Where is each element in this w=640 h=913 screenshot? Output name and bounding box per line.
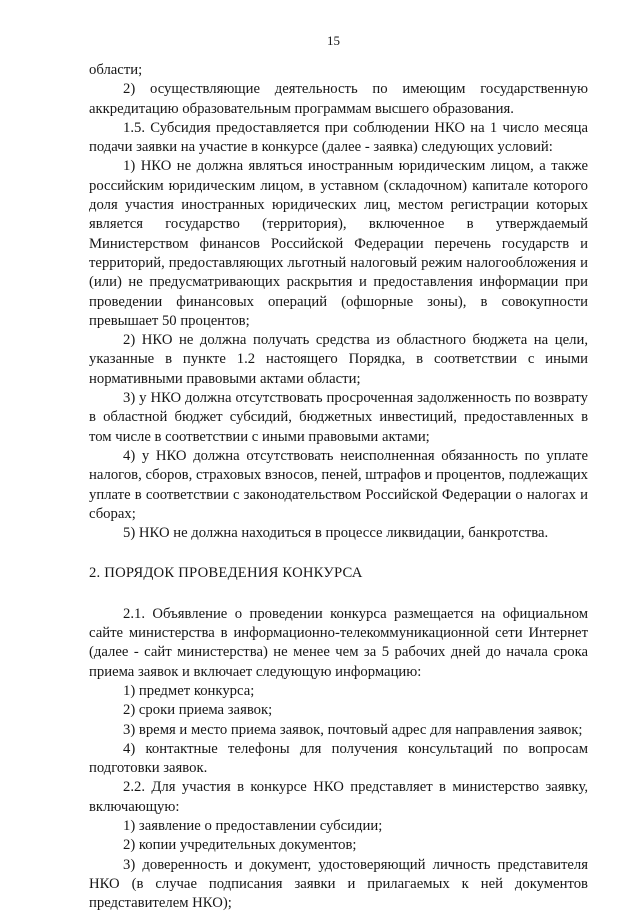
- list-item: 1) заявление о предоставлении субсидии;: [123, 817, 383, 834]
- paragraph: 2.2. Для участия в конкурсе НКО представляет в министерство заявку, включающую:: [89, 779, 588, 815]
- paragraph: 5) НКО не должна находиться в процессе ликвидации, банкротства.: [123, 525, 549, 542]
- paragraph: области;: [89, 62, 143, 78]
- paragraph: 3) у НКО должна отсутствовать просроченная задолженность по возврату в областной бюджет субсидий, бюджетных инвестиций, предоставленных в том числе в соответствии с иными правовыми актами;: [89, 390, 588, 445]
- list-item: 4) контактные телефоны для получения консультаций по вопросам подготовки заявок.: [89, 740, 588, 777]
- list-item: 3) время и место приема заявок, почтовый адрес для направления заявок;: [123, 721, 583, 738]
- bottom-text-block: [89, 605, 588, 913]
- paragraph: 4) у НКО должна отсутствовать неисполненная обязанность по уплате налогов, сборов, страховых взносов, пеней, штрафов и процентов, подлежащих уплате в соответствии с законодательством Российской Федерации о налогах и сборах;: [89, 447, 588, 522]
- list-item: 3) доверенность и документ, удостоверяющий личность представителя НКО (в случае подписания заявки и прилагаемых к ней документов представителем НКО);: [89, 856, 588, 912]
- list-item: 2) копии учредительных документов;: [123, 837, 357, 854]
- list-item: 2) сроки приема заявок;: [123, 702, 273, 719]
- top-text-block: [89, 61, 588, 543]
- paragraph: 2) НКО не должна получать средства из областного бюджета на цели, указанные в пункте 1.2 настоящего Порядка, в соответствии с иными нормативными правовыми актами области;: [89, 332, 588, 387]
- paragraph: 2.1. Объявление о проведении конкурса размещается на официальном сайте министерства в информационно-телекоммуникационной сети Интернет (далее - сайт министерства) не менее чем за 5 рабочих дней до начала срока приема заявок и включает следующую информацию:: [89, 605, 588, 680]
- paragraph: 2) осуществляющие деятельность по имеющим государственную аккредитацию образовательным программам высшего образования.: [89, 81, 588, 117]
- paragraph: 1) НКО не должна являться иностранным юридическим лицом, а также российским юридическим лицом, в уставном (складочном) капитале которого доля участия иностранных юридических лиц, местом регистрации которых является государство (территория), включенное в утверждаемый Министерством финансов Российской Федерации перечень государств и территорий, предоставляющих льготный налоговый режим налогообложения и (или) не предусматривающих раскрытия и предоставления информации при проведении финансовых операций (офшорные зоны), в совокупности превышает 50 процентов;: [89, 158, 588, 329]
- paragraph: 1.5. Субсидия предоставляется при соблюдении НКО на 1 число месяца подачи заявки на участие в конкурсе (далее - заявка) следующих условий:: [89, 119, 588, 156]
- page-number: 15: [327, 33, 340, 48]
- list-item: 1) предмет конкурса;: [123, 682, 255, 699]
- section-heading: 2. ПОРЯДОК ПРОВЕДЕНИЯ КОНКУРСА: [89, 565, 363, 582]
